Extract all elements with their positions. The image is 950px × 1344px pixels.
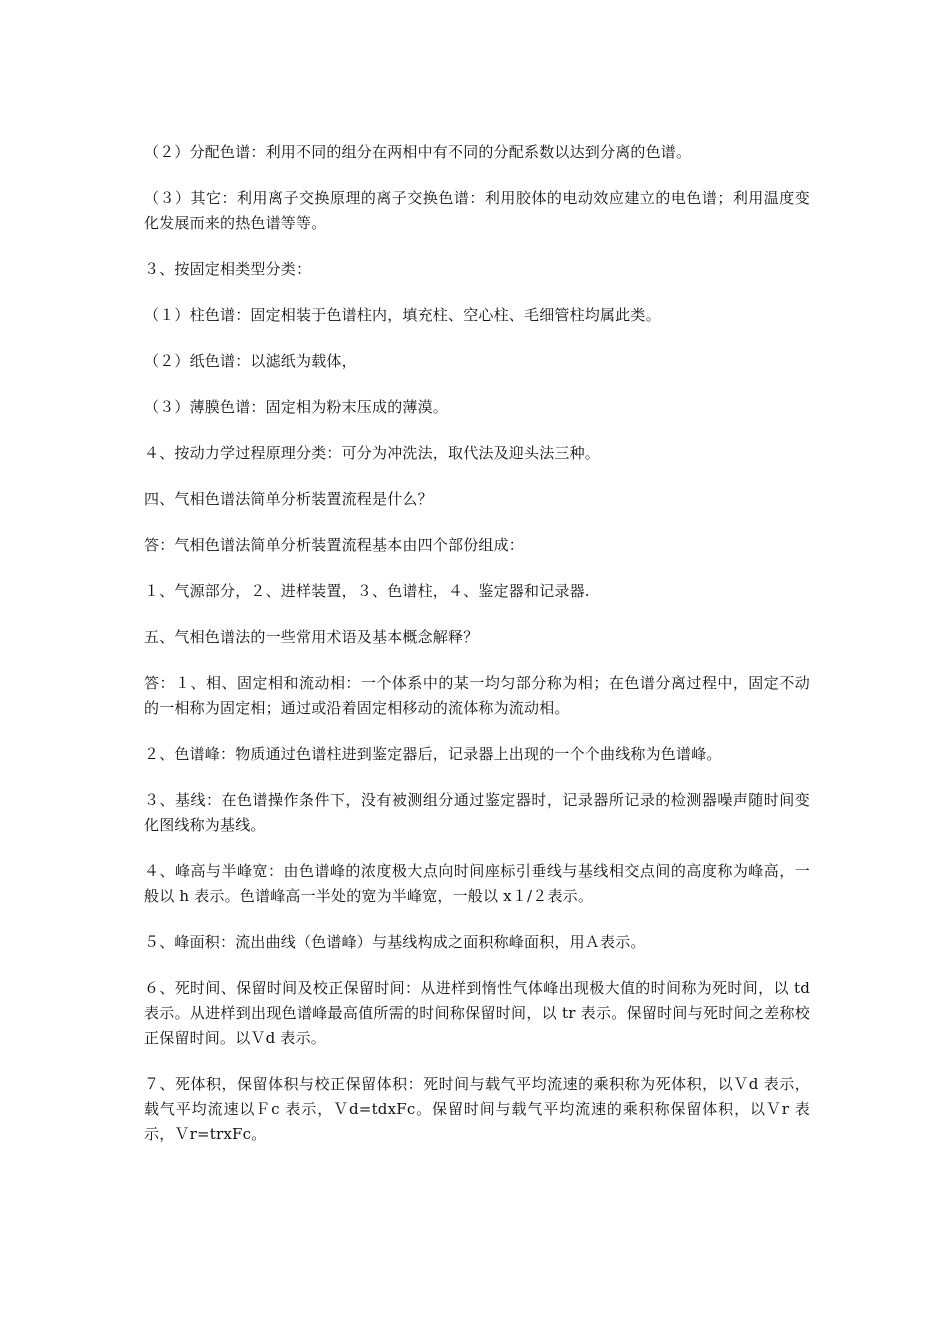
paragraph-other-chromatography: （３）其它：利用离子交换原理的离子交换色谱：利用胶体的电动效应建立的电色谱；利用温度变化发展而来的热色谱等等。 [144,189,810,232]
paragraph-dead-retention-volume: ７、死体积，保留体积与校正保留体积：死时间与载气平均流速的乘积称为死体积，以Ｖd 表示，载气平均流速以Ｆc 表示，Ｖd=tdxFc。保留时间与载气平均流速的乘积称保留体积，以Ｖr 表示，Ｖr=trxFc。 [144,1075,810,1143]
paragraph-paper-chromatography: （２）纸色谱：以滤纸为载体， [144,352,357,370]
answer-4: 答：气相色谱法简单分析装置流程基本由四个部份组成： [144,536,525,554]
paragraph-peak-area: ５、峰面积：流出曲线（色谱峰）与基线构成之面积称峰面积，用Ａ表示。 [144,933,646,951]
paragraph-heading-stationary-phase: ３、按固定相类型分类： [144,260,312,278]
section-heading-4: 四、气相色谱法简单分析装置流程是什么？ [144,490,433,508]
paragraph-partition-chromatography: （２）分配色谱：利用不同的组分在两相中有不同的分配系数以达到分离的色谱。 [144,143,692,161]
paragraph-kinetic-classification: ４、按动力学过程原理分类：可分为冲洗法，取代法及迎头法三种。 [144,444,601,462]
paragraph-chromatographic-peak: ２、色谱峰：物质通过色谱柱进到鉴定器后，记录器上出现的一个个曲线称为色谱峰。 [144,745,722,763]
paragraph-peak-height-half-width: ４、峰高与半峰宽：由色谱峰的浓度极大点向时间座标引垂线与基线相交点间的高度称为峰高，一般以 h 表示。色谱峰高一半处的宽为半峰宽，一般以 x１/２表示。 [144,862,810,905]
answer-5-phase-definitions: 答：１、相、固定相和流动相：一个体系中的某一均匀部分称为相；在色谱分离过程中，固定不动的一相称为固定相；通过或沿着固定相移动的流体称为流动相。 [144,674,810,717]
paragraph-dead-retention-time: ６、死时间、保留时间及校正保留时间：从进样到惰性气体峰出现极大值的时间称为死时间，以 td 表示。从进样到出现色谱峰最高值所需的时间称保留时间，以 tr 表示。保留时间与死时间之差称校正保留时间。以Ｖd 表示。 [144,979,810,1047]
document-page [144,140,810,1168]
paragraph-thin-layer-chromatography: （３）薄膜色谱：固定相为粉末压成的薄漠。 [144,398,449,416]
paragraph-baseline: ３、基线：在色谱操作条件下，没有被测组分通过鉴定器时，记录器所记录的检测器噪声随时间变化图线称为基线。 [144,791,810,834]
paragraph-components-list: １、气源部分，２、进样装置，３、色谱柱，４、鉴定器和记录器. [144,582,590,600]
section-heading-5: 五、气相色谱法的一些常用术语及基本概念解释？ [144,628,479,646]
paragraph-column-chromatography: （１）柱色谱：固定相装于色谱柱内，填充柱、空心柱、毛细管柱均属此类。 [144,306,661,324]
